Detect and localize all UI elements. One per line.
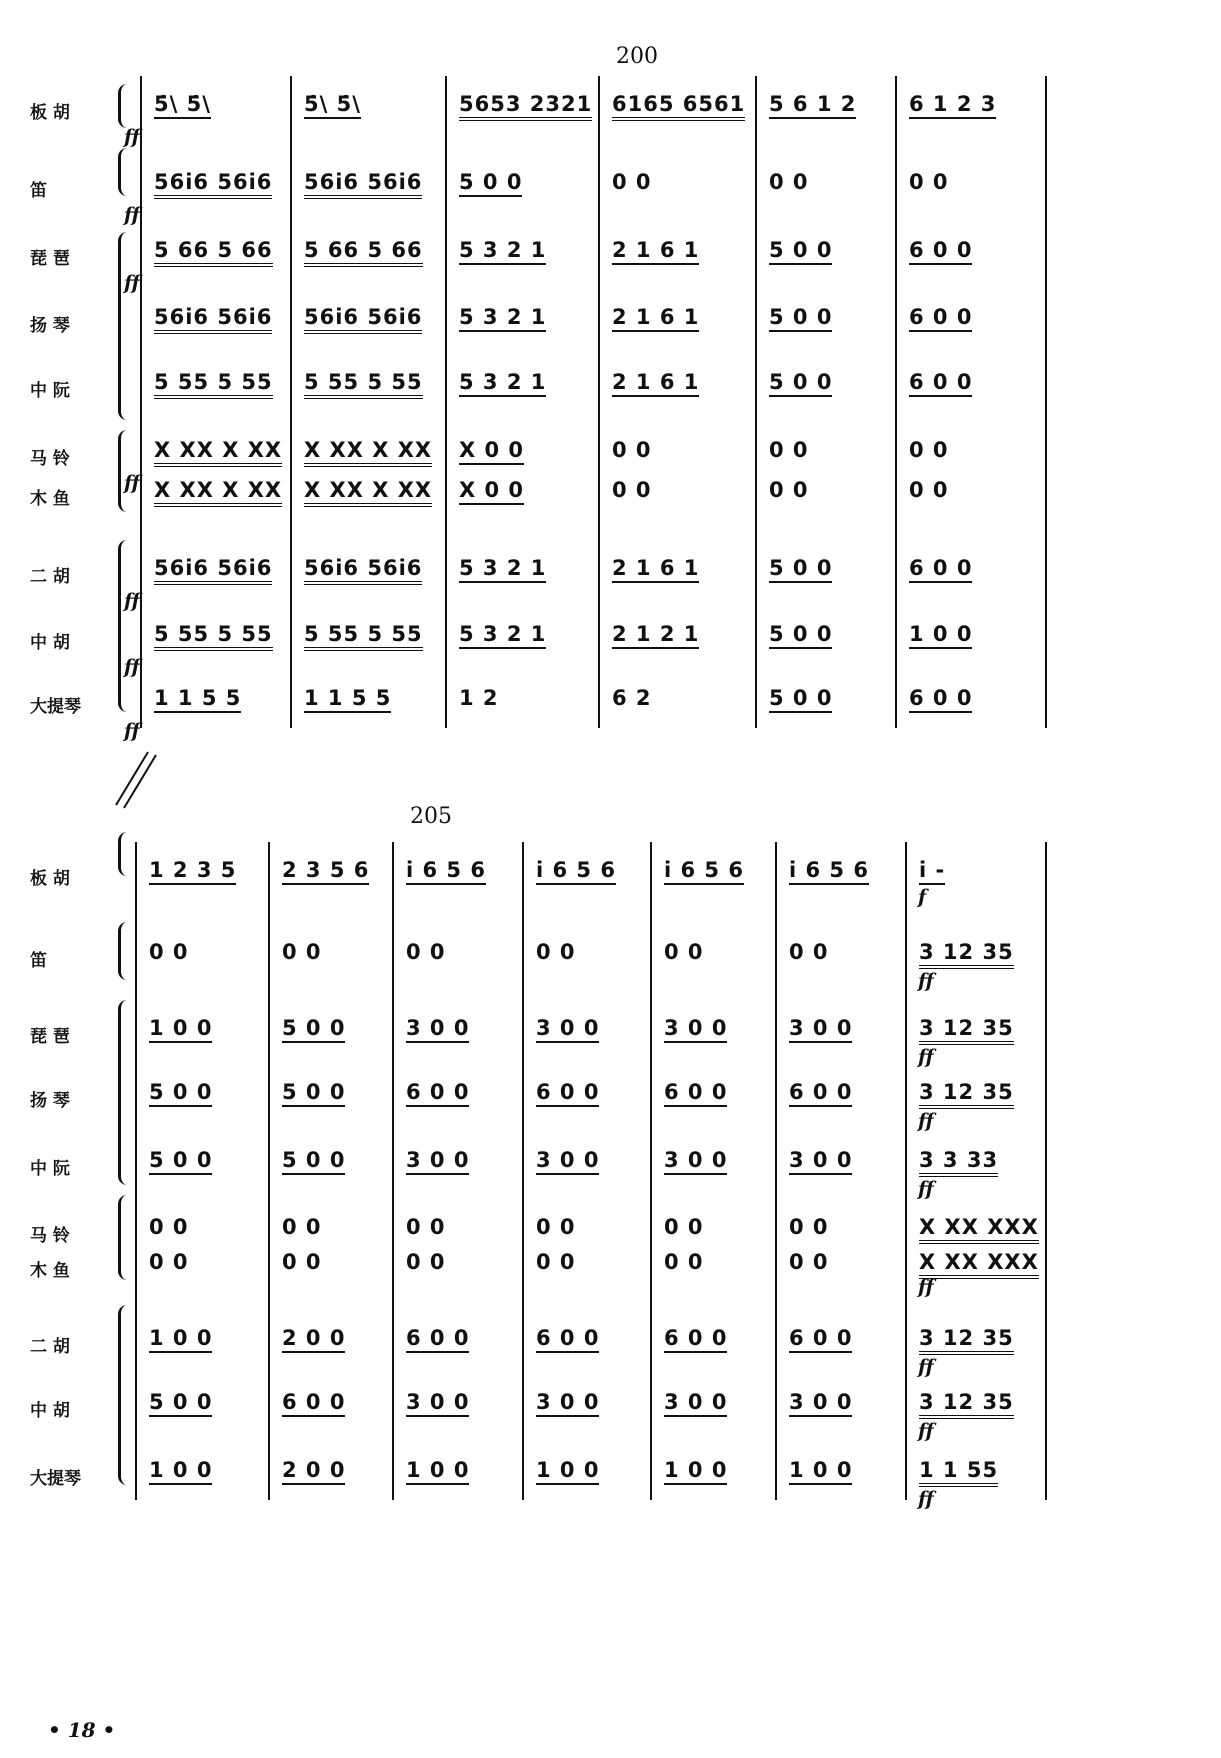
measure-notation: 1 0 0 [909, 622, 972, 649]
dynamic-marking: ff [918, 1046, 934, 1068]
measure-notation: 1 0 0 [149, 1458, 212, 1485]
measure-notation: 0 0 [406, 1250, 446, 1274]
instrument-label: 中 阮 [30, 381, 70, 401]
measure-notation: 1 0 0 [149, 1326, 212, 1353]
measure-notation: 1 0 0 [789, 1458, 852, 1485]
measure-notation: 5 3 2 1 [459, 370, 546, 397]
barline [135, 842, 137, 1500]
measure-notation: 5 55 5 55 [304, 370, 423, 399]
measure-notation: X 0 0 [459, 438, 524, 465]
barline [140, 76, 142, 728]
barline [775, 842, 777, 1500]
measure-notation: X XX XXX [919, 1250, 1039, 1279]
measure-notation: 5 0 0 [149, 1390, 212, 1417]
measure-notation: 3 0 0 [664, 1390, 727, 1417]
measure-notation: 56i6 56i6 [154, 556, 272, 585]
measure-notation: 1 1 5 5 [304, 686, 391, 713]
measure-notation: 0 0 [536, 940, 576, 964]
dynamic-marking: ff [124, 126, 140, 148]
measure-notation: 2 3 5 6 [282, 858, 369, 885]
measure-notation: 6 0 0 [406, 1080, 469, 1107]
instrument-label: 木 鱼 [30, 1261, 70, 1281]
measure-notation: 5 0 0 [149, 1080, 212, 1107]
instrument-label: 二 胡 [30, 567, 70, 587]
dynamic-marking: ff [124, 656, 140, 678]
measure-notation: 0 0 [536, 1250, 576, 1274]
measure-notation: 3 12 35 [919, 1326, 1014, 1355]
measure-notation: 2 1 6 1 [612, 305, 699, 332]
measure-notation: 56i6 56i6 [304, 556, 422, 585]
measure-notation: 5 0 0 [769, 370, 832, 397]
measure-notation: 6 0 0 [909, 238, 972, 265]
measure-notation: X 0 0 [459, 478, 524, 505]
dynamic-marking: f [918, 886, 927, 908]
instrument-label: 木 鱼 [30, 489, 70, 509]
measure-notation: 5 55 5 55 [154, 622, 273, 651]
measure-notation: 0 0 [664, 1215, 704, 1239]
dynamic-marking: ff [124, 590, 140, 612]
measure-notation: 5 66 5 66 [154, 238, 273, 267]
measure-notation: 3 0 0 [789, 1390, 852, 1417]
measure-notation: 3 0 0 [789, 1016, 852, 1043]
measure-notation: 5 0 0 [769, 305, 832, 332]
measure-notation: 2 0 0 [282, 1326, 345, 1353]
instrument-label: 马 铃 [30, 449, 70, 469]
instrument-label: 扬 琴 [30, 316, 70, 336]
measure-notation: 0 0 [909, 438, 949, 462]
instrument-label: 板 胡 [30, 103, 70, 123]
measure-notation: 1 0 0 [406, 1458, 469, 1485]
barline [895, 76, 897, 728]
measure-notation: X XX XXX [919, 1215, 1039, 1244]
instrument-label: 笛 [30, 951, 47, 971]
measure-notation: 2 1 6 1 [612, 370, 699, 397]
measure-number: 200 [616, 44, 658, 69]
measure-notation: 5 55 5 55 [304, 622, 423, 651]
measure-notation: 5̇\ 5̇\ [154, 92, 211, 119]
measure-notation: 2 1 2 1 [612, 622, 699, 649]
staff-bracket [118, 540, 127, 712]
measure-notation: 1 1 55 [919, 1458, 998, 1487]
measure-notation: 5 0 0 [769, 622, 832, 649]
measure-notation: 2 1 6 1 [612, 556, 699, 583]
measure-notation: 0 0 [406, 940, 446, 964]
measure-notation: 0 0 [612, 438, 652, 462]
dynamic-marking: ff [124, 272, 140, 294]
instrument-label: 大提琴 [30, 1469, 81, 1489]
measure-notation: 0 0 [664, 1250, 704, 1274]
measure-number: 205 [410, 804, 452, 829]
measure-notation: 0 0 [789, 1215, 829, 1239]
measure-notation: 0 0 [282, 1250, 322, 1274]
measure-notation: 5 6 1 2 [769, 92, 856, 119]
measure-notation: 6 0 0 [536, 1326, 599, 1353]
barline [755, 76, 757, 728]
measure-notation: 3 12 35 [919, 1390, 1014, 1419]
measure-notation: 5 0 0 [149, 1148, 212, 1175]
measure-notation: 3 0 0 [664, 1148, 727, 1175]
barline [1045, 76, 1047, 728]
dynamic-marking: ff [918, 970, 934, 992]
instrument-label: 中 胡 [30, 1401, 70, 1421]
staff-bracket [118, 1305, 127, 1485]
measure-notation: i 6 5 6 [406, 858, 486, 885]
instrument-label: 中 胡 [30, 633, 70, 653]
dynamic-marking: ff [918, 1488, 934, 1510]
measure-notation: X XX X XX [154, 478, 282, 507]
measure-notation: 0 0 [612, 478, 652, 502]
measure-notation: i 6 5 6 [664, 858, 744, 885]
barline [290, 76, 292, 728]
dynamic-marking: ff [918, 1276, 934, 1298]
measure-notation: 1 0 0 [664, 1458, 727, 1485]
measure-notation: 0 0 [769, 170, 809, 194]
measure-notation: 6 0 0 [909, 556, 972, 583]
measure-notation: 3 0 0 [406, 1390, 469, 1417]
measure-notation: 0 0 [612, 170, 652, 194]
measure-notation: 6 0 0 [789, 1326, 852, 1353]
measure-notation: 1 0 0 [149, 1016, 212, 1043]
measure-notation: 1 1 5 5 [154, 686, 241, 713]
instrument-label: 琵 琶 [30, 249, 70, 269]
measure-notation: 2 1 6 1 [612, 238, 699, 265]
staff-bracket [118, 922, 127, 980]
barline [650, 842, 652, 1500]
instrument-label: 大提琴 [30, 697, 81, 717]
measure-notation: 6 0 0 [789, 1080, 852, 1107]
dynamic-marking: ff [918, 1110, 934, 1132]
measure-notation: X XX X XX [304, 438, 432, 467]
staff-bracket [118, 1195, 127, 1280]
measure-notation: 5 55 5 55 [154, 370, 273, 399]
instrument-label: 二 胡 [30, 1337, 70, 1357]
measure-notation: 0 0 [789, 1250, 829, 1274]
measure-notation: 5 0 0 [769, 238, 832, 265]
measure-notation: 6 0 0 [909, 686, 972, 713]
barline [598, 76, 600, 728]
measure-notation: 3 12 35 [919, 1080, 1014, 1109]
measure-notation: 5 0 0 [769, 556, 832, 583]
staff-bracket [118, 84, 127, 128]
measure-notation: 56i6 56i6 [154, 305, 272, 334]
measure-notation: 5653 2321 [459, 92, 592, 121]
barline [905, 842, 907, 1500]
measure-notation: 3 0 0 [664, 1016, 727, 1043]
measure-notation: 5 3 2 1 [459, 238, 546, 265]
barline [268, 842, 270, 1500]
measure-notation: 0 0 [664, 940, 704, 964]
page-number: • 18 • [48, 1718, 116, 1742]
instrument-label: 扬 琴 [30, 1091, 70, 1111]
measure-notation: 3 3 33 [919, 1148, 998, 1177]
staff-bracket [118, 148, 127, 196]
measure-notation: 5 3 2 1 [459, 622, 546, 649]
measure-notation: 6 1 2 3 [909, 92, 996, 119]
measure-notation: 1 0 0 [536, 1458, 599, 1485]
measure-notation: 3 12 35 [919, 1016, 1014, 1045]
measure-notation: 5 3 2 1 [459, 305, 546, 332]
measure-notation: 1 2 [459, 686, 499, 710]
measure-notation: 0 0 [282, 940, 322, 964]
measure-notation: 5 3 2 1 [459, 556, 546, 583]
measure-notation: 56i6 56i6 [304, 305, 422, 334]
staff-bracket [118, 232, 127, 420]
measure-notation: 0 0 [149, 1250, 189, 1274]
dynamic-marking: ff [124, 472, 140, 494]
barline [1045, 842, 1047, 1500]
measure-notation: 0 0 [282, 1215, 322, 1239]
measure-notation: 0 0 [406, 1215, 446, 1239]
dynamic-marking: ff [918, 1178, 934, 1200]
instrument-label: 板 胡 [30, 869, 70, 889]
staff-bracket [118, 1000, 127, 1185]
measure-notation: 0 0 [769, 438, 809, 462]
measure-notation: 6 0 0 [909, 370, 972, 397]
measure-notation: 5 0 0 [459, 170, 522, 197]
measure-notation: 5 0 0 [282, 1148, 345, 1175]
instrument-label: 中 阮 [30, 1159, 70, 1179]
measure-notation: 5̇\ 5̇\ [304, 92, 361, 119]
measure-notation: 6 0 0 [909, 305, 972, 332]
staff-bracket [118, 430, 127, 512]
measure-notation: 3 0 0 [406, 1016, 469, 1043]
dynamic-marking: ff [918, 1420, 934, 1442]
measure-notation: 56i6 56i6 [304, 170, 422, 199]
instrument-label: 琵 琶 [30, 1027, 70, 1047]
measure-notation: 3 0 0 [536, 1016, 599, 1043]
dynamic-marking: ff [124, 204, 140, 226]
measure-notation: 2 0 0 [282, 1458, 345, 1485]
measure-notation: 0 0 [789, 940, 829, 964]
measure-notation: 3 0 0 [536, 1390, 599, 1417]
measure-notation: i 6 5 6 [789, 858, 869, 885]
measure-notation: X XX X XX [154, 438, 282, 467]
measure-notation: 6 2 [612, 686, 652, 710]
measure-notation: 0 0 [909, 478, 949, 502]
barline [392, 842, 394, 1500]
measure-notation: 3 0 0 [536, 1148, 599, 1175]
system-separator-slashes [108, 750, 168, 810]
measure-notation: 3 12 35 [919, 940, 1014, 969]
measure-notation: 0 0 [149, 1215, 189, 1239]
measure-notation: 1 2 3 5 [149, 858, 236, 885]
barline [445, 76, 447, 728]
measure-notation: 3 0 0 [789, 1148, 852, 1175]
dynamic-marking: ff [124, 720, 140, 742]
measure-notation: 5 0 0 [769, 686, 832, 713]
measure-notation: 5 66 5 66 [304, 238, 423, 267]
measure-notation: 6165 6561 [612, 92, 745, 121]
measure-notation: 5 0 0 [282, 1016, 345, 1043]
measure-notation: 56i6 56i6 [154, 170, 272, 199]
measure-notation: 6 0 0 [406, 1326, 469, 1353]
instrument-label: 马 铃 [30, 1226, 70, 1246]
measure-notation: 0 0 [536, 1215, 576, 1239]
measure-notation: 6 0 0 [664, 1080, 727, 1107]
instrument-label: 笛 [30, 181, 47, 201]
measure-notation: 3 0 0 [406, 1148, 469, 1175]
measure-notation: i - [919, 858, 945, 885]
measure-notation: i 6 5 6 [536, 858, 616, 885]
measure-notation: 5 0 0 [282, 1080, 345, 1107]
measure-notation: 0 0 [769, 478, 809, 502]
measure-notation: X XX X XX [304, 478, 432, 507]
measure-notation: 6 0 0 [664, 1326, 727, 1353]
measure-notation: 6 0 0 [536, 1080, 599, 1107]
barline [522, 842, 524, 1500]
measure-notation: 6 0 0 [282, 1390, 345, 1417]
staff-bracket [118, 832, 127, 876]
measure-notation: 0 0 [149, 940, 189, 964]
dynamic-marking: ff [918, 1356, 934, 1378]
measure-notation: 0 0 [909, 170, 949, 194]
